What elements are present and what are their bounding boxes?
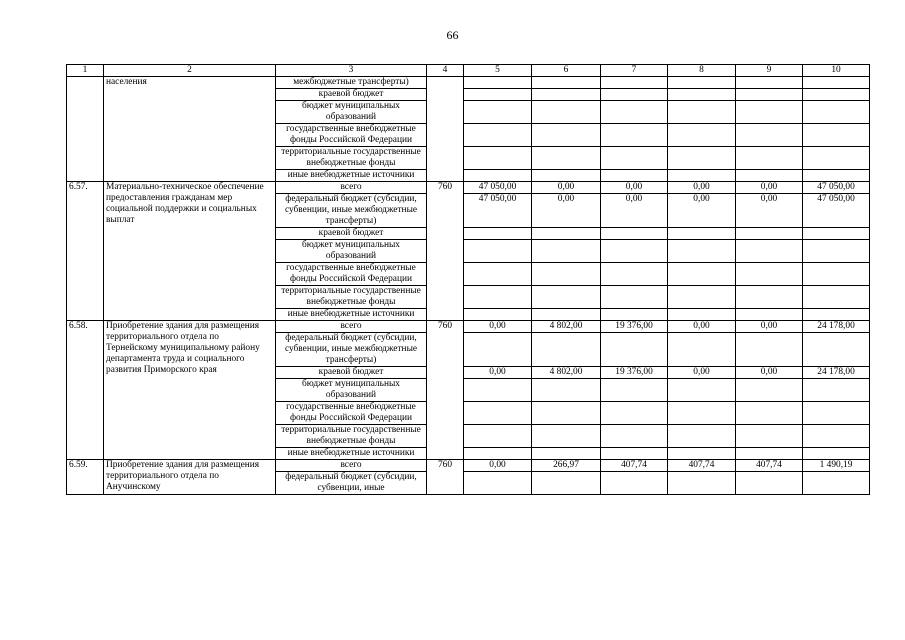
funding-source: государственные внебюджетные фонды Российской Федерации [276, 124, 427, 147]
amount-cell [736, 240, 803, 263]
amount-cell [532, 472, 601, 495]
amount-cell [464, 89, 532, 101]
amount-cell: 47 050,00 [464, 194, 532, 228]
amount-cell [532, 402, 601, 425]
amount-cell [532, 77, 601, 89]
amount-cell [532, 286, 601, 309]
amount-cell [532, 101, 601, 124]
funding-source: краевой бюджет [276, 367, 427, 379]
amount-cell [601, 448, 668, 460]
amount-cell [736, 309, 803, 321]
amount-cell [736, 448, 803, 460]
table-row [67, 77, 870, 89]
amount-cell: 4 802,00 [532, 367, 601, 379]
amount-cell [601, 228, 668, 240]
amount-cell [464, 147, 532, 170]
amount-cell [736, 263, 803, 286]
funding-source: всего [276, 182, 427, 194]
item-number: 6.57. [67, 182, 104, 321]
amount-cell [668, 472, 736, 495]
executor-code [427, 77, 464, 182]
amount-cell [464, 379, 532, 402]
amount-cell [601, 124, 668, 147]
amount-cell [532, 89, 601, 101]
amount-cell: 0,00 [464, 321, 532, 333]
amount-cell: 0,00 [532, 194, 601, 228]
amount-cell [601, 402, 668, 425]
funding-source: иные внебюджетные источники [276, 309, 427, 321]
amount-cell [736, 89, 803, 101]
amount-cell [803, 228, 870, 240]
amount-cell [668, 89, 736, 101]
amount-cell [736, 425, 803, 448]
amount-cell [601, 147, 668, 170]
amount-cell [464, 333, 532, 367]
amount-cell: 0,00 [668, 194, 736, 228]
item-name: Приобретение здания для размещения территориального отдела по Анучинскому [104, 460, 276, 495]
amount-cell: 19 376,00 [601, 321, 668, 333]
amount-cell [532, 309, 601, 321]
funding-source: государственные внебюджетные фонды Российской Федерации [276, 402, 427, 425]
header-cell: 10 [803, 65, 870, 77]
amount-cell [736, 77, 803, 89]
funding-source: всего [276, 460, 427, 472]
amount-cell [532, 124, 601, 147]
item-number: 6.58. [67, 321, 104, 460]
item-number [67, 77, 104, 182]
amount-cell: 0,00 [668, 367, 736, 379]
amount-cell: 0,00 [736, 182, 803, 194]
amount-cell: 0,00 [668, 321, 736, 333]
amount-cell [803, 379, 870, 402]
amount-cell [803, 240, 870, 263]
amount-cell [464, 448, 532, 460]
amount-cell [532, 379, 601, 402]
amount-cell [668, 425, 736, 448]
item-name: Приобретение здания для размещения территориального отдела по Тернейскому муниципальному району департамента труда и социального развития Приморского края [104, 321, 276, 460]
amount-cell [668, 286, 736, 309]
table-row [67, 321, 870, 333]
executor-code: 760 [427, 460, 464, 495]
amount-cell [668, 124, 736, 147]
amount-cell: 47 050,00 [803, 182, 870, 194]
header-cell: 6 [532, 65, 601, 77]
funding-source: межбюджетные трансферты) [276, 77, 427, 89]
funding-source: федеральный бюджет (субсидии, субвенции, иные межбюджетные трансферты) [276, 194, 427, 228]
amount-cell [464, 425, 532, 448]
amount-cell [601, 379, 668, 402]
amount-cell [464, 228, 532, 240]
executor-code: 760 [427, 182, 464, 321]
funding-source: бюджет муниципальных образований [276, 101, 427, 124]
amount-cell [601, 77, 668, 89]
amount-cell [803, 309, 870, 321]
amount-cell [668, 379, 736, 402]
amount-cell: 0,00 [668, 182, 736, 194]
amount-cell [464, 286, 532, 309]
amount-cell [668, 263, 736, 286]
amount-cell [803, 170, 870, 182]
amount-cell [601, 286, 668, 309]
page-number: 66 [446, 28, 459, 42]
amount-cell [601, 309, 668, 321]
amount-cell [464, 263, 532, 286]
amount-cell [464, 124, 532, 147]
amount-cell [532, 448, 601, 460]
item-name: населения [104, 77, 276, 182]
amount-cell [532, 333, 601, 367]
amount-cell [601, 240, 668, 263]
amount-cell [601, 425, 668, 448]
amount-cell: 0,00 [601, 194, 668, 228]
executor-code: 760 [427, 321, 464, 460]
amount-cell [532, 170, 601, 182]
amount-cell [464, 170, 532, 182]
amount-cell: 266,97 [532, 460, 601, 472]
amount-cell [736, 228, 803, 240]
amount-cell: 1 490,19 [803, 460, 870, 472]
amount-cell [736, 124, 803, 147]
amount-cell [532, 147, 601, 170]
funding-source: федеральный бюджет (субсидии, субвенции, иные [276, 472, 427, 495]
amount-cell [464, 309, 532, 321]
amount-cell: 407,74 [668, 460, 736, 472]
funding-source: территориальные государственные внебюджетные фонды [276, 147, 427, 170]
amount-cell: 0,00 [736, 194, 803, 228]
amount-cell [736, 472, 803, 495]
amount-cell [668, 240, 736, 263]
amount-cell: 0,00 [736, 367, 803, 379]
amount-cell [668, 228, 736, 240]
table-header-row [67, 65, 870, 77]
item-number: 6.59. [67, 460, 104, 495]
amount-cell [532, 228, 601, 240]
amount-cell: 407,74 [601, 460, 668, 472]
amount-cell [736, 286, 803, 309]
table-body [67, 77, 870, 495]
amount-cell [668, 309, 736, 321]
amount-cell [601, 89, 668, 101]
amount-cell [803, 263, 870, 286]
funding-source: краевой бюджет [276, 89, 427, 101]
amount-cell [803, 147, 870, 170]
header-cell: 8 [668, 65, 736, 77]
amount-cell [736, 170, 803, 182]
table-row [67, 460, 870, 472]
amount-cell [668, 333, 736, 367]
funding-source: территориальные государственные внебюджетные фонды [276, 425, 427, 448]
amount-cell [803, 402, 870, 425]
funding-source: всего [276, 321, 427, 333]
amount-cell [803, 101, 870, 124]
amount-cell [532, 425, 601, 448]
table-row [67, 182, 870, 194]
funding-source: федеральный бюджет (субсидии, субвенции, иные межбюджетные трансферты) [276, 333, 427, 367]
amount-cell [601, 472, 668, 495]
amount-cell [601, 101, 668, 124]
amount-cell [668, 402, 736, 425]
amount-cell [668, 448, 736, 460]
amount-cell [736, 379, 803, 402]
funding-source: краевой бюджет [276, 228, 427, 240]
funding-source: государственные внебюджетные фонды Российской Федерации [276, 263, 427, 286]
amount-cell [803, 77, 870, 89]
amount-cell: 0,00 [601, 182, 668, 194]
funding-source: бюджет муниципальных образований [276, 379, 427, 402]
amount-cell [803, 333, 870, 367]
funding-source: бюджет муниципальных образований [276, 240, 427, 263]
amount-cell [803, 448, 870, 460]
amount-cell [668, 101, 736, 124]
header-cell: 4 [427, 65, 464, 77]
amount-cell: 47 050,00 [464, 182, 532, 194]
amount-cell [668, 170, 736, 182]
amount-cell [803, 89, 870, 101]
funding-source: иные внебюджетные источники [276, 170, 427, 182]
header-cell: 3 [276, 65, 427, 77]
amount-cell [532, 240, 601, 263]
amount-cell: 19 376,00 [601, 367, 668, 379]
amount-cell [803, 286, 870, 309]
header-cell: 5 [464, 65, 532, 77]
amount-cell: 0,00 [736, 321, 803, 333]
amount-cell: 4 802,00 [532, 321, 601, 333]
header-cell: 2 [104, 65, 276, 77]
amount-cell: 0,00 [464, 460, 532, 472]
amount-cell: 47 050,00 [803, 194, 870, 228]
amount-cell: 0,00 [532, 182, 601, 194]
amount-cell [464, 402, 532, 425]
amount-cell [736, 333, 803, 367]
header-cell: 9 [736, 65, 803, 77]
amount-cell [464, 472, 532, 495]
amount-cell [736, 101, 803, 124]
amount-cell [668, 147, 736, 170]
amount-cell [803, 124, 870, 147]
amount-cell [803, 472, 870, 495]
amount-cell [736, 147, 803, 170]
budget-table [66, 64, 870, 495]
funding-source: иные внебюджетные источники [276, 448, 427, 460]
amount-cell [464, 101, 532, 124]
funding-source: территориальные государственные внебюджетные фонды [276, 286, 427, 309]
amount-cell [601, 263, 668, 286]
header-cell: 7 [601, 65, 668, 77]
item-name: Материально-техническое обеспечение предоставления гражданам мер социальной поддержки и социальных выплат [104, 182, 276, 321]
amount-cell: 0,00 [464, 367, 532, 379]
amount-cell [803, 425, 870, 448]
amount-cell [464, 240, 532, 263]
amount-cell [464, 77, 532, 89]
amount-cell [601, 170, 668, 182]
amount-cell [668, 77, 736, 89]
amount-cell: 407,74 [736, 460, 803, 472]
amount-cell [532, 263, 601, 286]
header-cell: 1 [67, 65, 104, 77]
amount-cell [601, 333, 668, 367]
amount-cell: 24 178,00 [803, 367, 870, 379]
amount-cell [736, 402, 803, 425]
amount-cell: 24 178,00 [803, 321, 870, 333]
